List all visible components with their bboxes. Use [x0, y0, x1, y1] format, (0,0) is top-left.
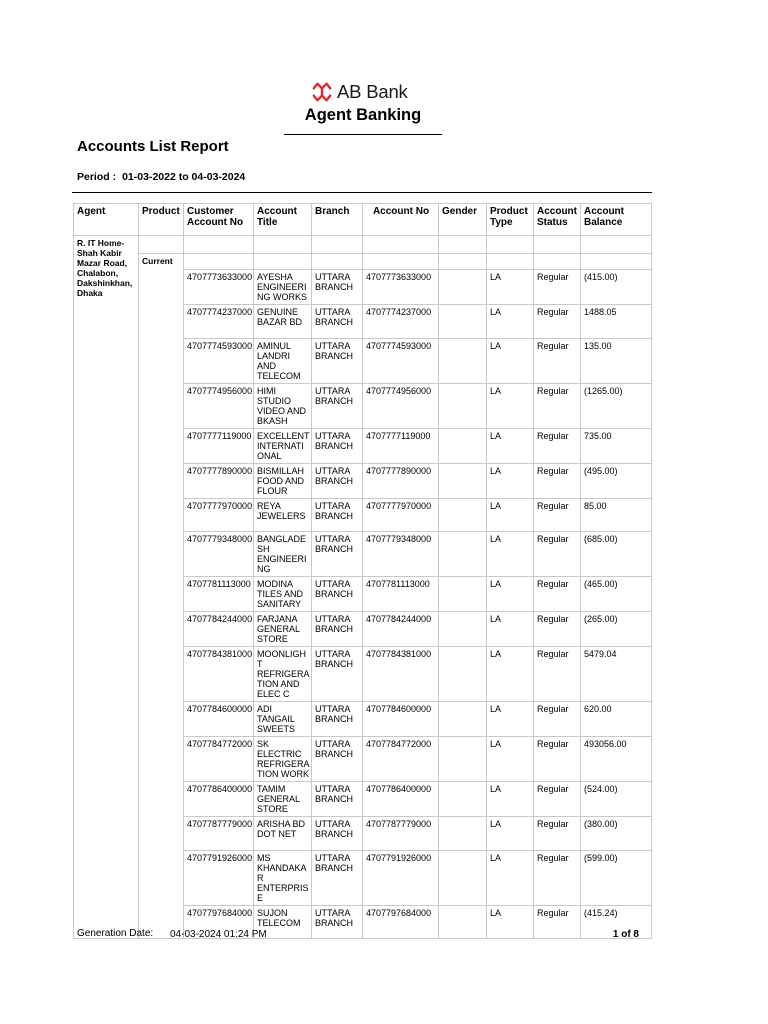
- cell-gender: [439, 612, 487, 647]
- generation-date: 04-03-2024 01:24 PM: [170, 929, 267, 940]
- cell-balance: 5479.04: [581, 647, 652, 702]
- cell-gender: [439, 702, 487, 737]
- cell-account-no: 4707784600000: [363, 702, 439, 737]
- cell-balance: 620.00: [581, 702, 652, 737]
- cell-title: FARJANA GENERAL STORE: [254, 612, 312, 647]
- cell-customer-account-no: 4707774956000: [184, 384, 254, 429]
- cell-customer-account-no: 4707784244000: [184, 612, 254, 647]
- cell-title: BISMILLAH FOOD AND FLOUR: [254, 464, 312, 499]
- cell-product-type: LA: [487, 817, 534, 851]
- cell-customer-account-no: 4707787779000: [184, 817, 254, 851]
- period-line: [77, 171, 245, 183]
- cell-status: Regular: [534, 737, 581, 782]
- cell-title: GENUINE BAZAR BD: [254, 305, 312, 339]
- cell-balance: 493056.00: [581, 737, 652, 782]
- cell-status: Regular: [534, 464, 581, 499]
- cell-branch: UTTARA BRANCH: [312, 305, 363, 339]
- ab-bank-logo-icon: [311, 81, 333, 103]
- cell-account-no: 4707774237000: [363, 305, 439, 339]
- cell-status: Regular: [534, 499, 581, 532]
- cell-branch: UTTARA BRANCH: [312, 464, 363, 499]
- col-account-status: Account Status: [534, 204, 581, 236]
- cell-title: EXCELLENT INTERNATI ONAL: [254, 429, 312, 464]
- cell-balance: (685.00): [581, 532, 652, 577]
- table-header-row: [74, 204, 652, 236]
- cell-product-type: LA: [487, 384, 534, 429]
- cell-status: Regular: [534, 702, 581, 737]
- cell-branch: UTTARA BRANCH: [312, 429, 363, 464]
- cell-gender: [439, 647, 487, 702]
- cell-account-no: 4707774956000: [363, 384, 439, 429]
- cell-balance: (495.00): [581, 464, 652, 499]
- cell-account-no: 4707784381000: [363, 647, 439, 702]
- report-title: Accounts List Report: [77, 138, 229, 155]
- cell-status: Regular: [534, 906, 581, 939]
- cell-account-no: 4707777890000: [363, 464, 439, 499]
- cell-customer-account-no: 4707779348000: [184, 532, 254, 577]
- col-account-no: Account No: [363, 204, 439, 236]
- cell-product-type: LA: [487, 499, 534, 532]
- product-group-row: [74, 254, 652, 270]
- col-account-balance: Account Balance: [581, 204, 652, 236]
- cell-status: Regular: [534, 577, 581, 612]
- cell-status: Regular: [534, 384, 581, 429]
- cell-status: Regular: [534, 339, 581, 384]
- report-subtitle: Agent Banking: [304, 106, 422, 124]
- cell-branch: UTTARA BRANCH: [312, 577, 363, 612]
- cell-branch: UTTARA BRANCH: [312, 612, 363, 647]
- cell-balance: (524.00): [581, 782, 652, 817]
- cell-status: Regular: [534, 647, 581, 702]
- col-gender: Gender: [439, 204, 487, 236]
- cell-product-type: LA: [487, 612, 534, 647]
- cell-product-type: LA: [487, 339, 534, 384]
- cell-status: Regular: [534, 305, 581, 339]
- cell-product-type: LA: [487, 305, 534, 339]
- cell-product-type: LA: [487, 577, 534, 612]
- cell-balance: (415.00): [581, 270, 652, 305]
- cell-gender: [439, 270, 487, 305]
- cell-customer-account-no: 4707773633000: [184, 270, 254, 305]
- cell-customer-account-no: 4707784600000: [184, 702, 254, 737]
- period-value: 01-03-2022 to 04-03-2024: [122, 171, 246, 183]
- cell-customer-account-no: 4707784772000: [184, 737, 254, 782]
- cell-status: Regular: [534, 532, 581, 577]
- cell-status: Regular: [534, 851, 581, 906]
- cell-balance: (465.00): [581, 577, 652, 612]
- cell-product-type: LA: [487, 906, 534, 939]
- cell-balance: (599.00): [581, 851, 652, 906]
- cell-title: MOONLIGH T REFRIGERA TION AND ELEC C: [254, 647, 312, 702]
- cell-title: MS KHANDAKA R ENTERPRIS E: [254, 851, 312, 906]
- col-agent: Agent: [74, 204, 139, 236]
- agent-name: R. IT Home- Shah Kabir Mazar Road, Chalabon, Dakshinkhan, Dhaka: [74, 236, 139, 939]
- cell-gender: [439, 499, 487, 532]
- cell-gender: [439, 577, 487, 612]
- cell-account-no: 4707791926000: [363, 851, 439, 906]
- cell-customer-account-no: 4707774593000: [184, 339, 254, 384]
- cell-status: Regular: [534, 782, 581, 817]
- cell-product-type: LA: [487, 782, 534, 817]
- cell-gender: [439, 384, 487, 429]
- cell-account-no: 4707777119000: [363, 429, 439, 464]
- cell-title: ADI TANGAIL SWEETS: [254, 702, 312, 737]
- cell-branch: UTTARA BRANCH: [312, 737, 363, 782]
- cell-customer-account-no: 4707797684000: [184, 906, 254, 939]
- col-customer-account-no: Customer Account No: [184, 204, 254, 236]
- cell-product-type: LA: [487, 702, 534, 737]
- cell-balance: 735.00: [581, 429, 652, 464]
- page-number: 1 of 8: [612, 929, 639, 940]
- cell-balance: (380.00): [581, 817, 652, 851]
- cell-balance: (265.00): [581, 612, 652, 647]
- cell-gender: [439, 737, 487, 782]
- cell-gender: [439, 851, 487, 906]
- cell-product-type: LA: [487, 647, 534, 702]
- cell-balance: 85.00: [581, 499, 652, 532]
- cell-account-no: 4707784772000: [363, 737, 439, 782]
- cell-gender: [439, 817, 487, 851]
- cell-balance: (415.24): [581, 906, 652, 939]
- product-name: Current: [139, 254, 184, 939]
- cell-branch: UTTARA BRANCH: [312, 702, 363, 737]
- cell-account-no: 4707786400000: [363, 782, 439, 817]
- cell-customer-account-no: 4707786400000: [184, 782, 254, 817]
- cell-status: Regular: [534, 612, 581, 647]
- cell-gender: [439, 339, 487, 384]
- cell-product-type: LA: [487, 532, 534, 577]
- cell-gender: [439, 429, 487, 464]
- cell-gender: [439, 906, 487, 939]
- subtitle-divider: [284, 134, 442, 135]
- cell-title: REYA JEWELERS: [254, 499, 312, 532]
- cell-status: Regular: [534, 817, 581, 851]
- cell-status: Regular: [534, 270, 581, 305]
- cell-branch: UTTARA BRANCH: [312, 499, 363, 532]
- cell-branch: UTTARA BRANCH: [312, 817, 363, 851]
- col-branch: Branch: [312, 204, 363, 236]
- cell-branch: UTTARA BRANCH: [312, 532, 363, 577]
- generation-label: Generation Date:: [77, 928, 154, 939]
- cell-gender: [439, 532, 487, 577]
- cell-account-no: 4707784244000: [363, 612, 439, 647]
- cell-product-type: LA: [487, 464, 534, 499]
- cell-account-no: 4707773633000: [363, 270, 439, 305]
- cell-customer-account-no: 4707777119000: [184, 429, 254, 464]
- cell-balance: 135.00: [581, 339, 652, 384]
- cell-title: SK ELECTRIC REFRIGERA TION WORK: [254, 737, 312, 782]
- cell-gender: [439, 305, 487, 339]
- cell-title: AMINUL LANDRI AND TELECOM: [254, 339, 312, 384]
- cell-account-no: 4707779348000: [363, 532, 439, 577]
- cell-branch: UTTARA BRANCH: [312, 384, 363, 429]
- brand-name: AB Bank: [337, 81, 408, 102]
- period-label: Period :: [77, 171, 117, 183]
- cell-product-type: LA: [487, 851, 534, 906]
- col-product-type: Product Type: [487, 204, 534, 236]
- cell-product-type: LA: [487, 270, 534, 305]
- cell-branch: UTTARA BRANCH: [312, 339, 363, 384]
- cell-account-no: 4707781113000: [363, 577, 439, 612]
- cell-product-type: LA: [487, 737, 534, 782]
- cell-branch: UTTARA BRANCH: [312, 782, 363, 817]
- cell-title: SUJON TELECOM: [254, 906, 312, 939]
- cell-title: HIMI STUDIO VIDEO AND BKASH: [254, 384, 312, 429]
- cell-customer-account-no: 4707781113000: [184, 577, 254, 612]
- cell-title: AYESHA ENGINEERI NG WORKS: [254, 270, 312, 305]
- cell-branch: UTTARA BRANCH: [312, 851, 363, 906]
- cell-title: ARISHA BD DOT NET: [254, 817, 312, 851]
- accounts-table: [73, 203, 652, 939]
- cell-balance: (1265.00): [581, 384, 652, 429]
- cell-account-no: 4707774593000: [363, 339, 439, 384]
- cell-customer-account-no: 4707791926000: [184, 851, 254, 906]
- cell-customer-account-no: 4707784381000: [184, 647, 254, 702]
- cell-title: TAMIM GENERAL STORE: [254, 782, 312, 817]
- cell-branch: UTTARA BRANCH: [312, 270, 363, 305]
- cell-gender: [439, 464, 487, 499]
- cell-product-type: LA: [487, 429, 534, 464]
- cell-customer-account-no: 4707774237000: [184, 305, 254, 339]
- cell-branch: UTTARA BRANCH: [312, 647, 363, 702]
- col-account-title: Account Title: [254, 204, 312, 236]
- cell-status: Regular: [534, 429, 581, 464]
- header-divider: [72, 192, 652, 193]
- agent-group-row: [74, 236, 652, 254]
- cell-customer-account-no: 4707777890000: [184, 464, 254, 499]
- bank-logo: [311, 81, 408, 103]
- col-product: Product: [139, 204, 184, 236]
- cell-account-no: 4707797684000: [363, 906, 439, 939]
- cell-account-no: 4707777970000: [363, 499, 439, 532]
- cell-customer-account-no: 4707777970000: [184, 499, 254, 532]
- cell-branch: UTTARA BRANCH: [312, 906, 363, 939]
- cell-account-no: 4707787779000: [363, 817, 439, 851]
- cell-balance: 1488.05: [581, 305, 652, 339]
- cell-gender: [439, 782, 487, 817]
- cell-title: BANGLADE SH ENGINEERI NG: [254, 532, 312, 577]
- cell-title: MODINA TILES AND SANITARY: [254, 577, 312, 612]
